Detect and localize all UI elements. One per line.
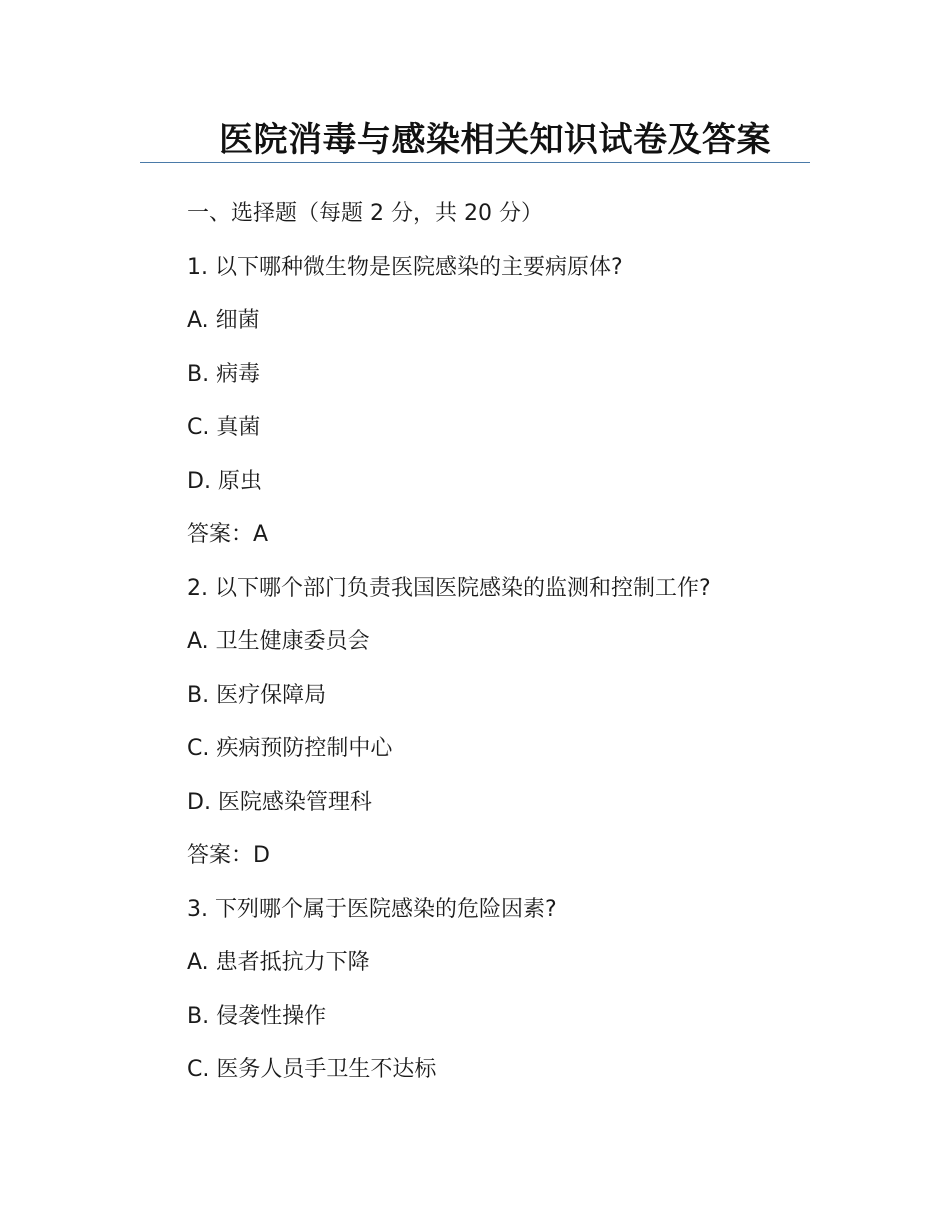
- section-heading: 一、选择题（每题 2 分，共 20 分）: [187, 201, 543, 226]
- answer-2: 答案：D: [187, 843, 270, 868]
- option-2b: B. 医疗保障局: [187, 682, 327, 708]
- option-1b: B. 病毒: [187, 361, 261, 387]
- question-1: 1. 以下哪种微生物是医院感染的主要病原体?: [187, 254, 623, 280]
- document-body: [187, 196, 807, 1106]
- question-2: 2. 以下哪个部门负责我国医院感染的监测和控制工作?: [187, 575, 711, 601]
- option-3b: B. 侵袭性操作: [187, 1003, 327, 1029]
- option-3a: A. 患者抵抗力下降: [187, 950, 370, 975]
- option-2d: D. 医院感染管理科: [187, 789, 372, 815]
- option-2a: A. 卫生健康委员会: [187, 629, 370, 654]
- option-1d: D. 原虫: [187, 468, 262, 494]
- question-3: 3. 下列哪个属于医院感染的危险因素?: [187, 896, 557, 922]
- option-1a: A. 细菌: [187, 308, 260, 333]
- answer-1: 答案：A: [187, 522, 269, 547]
- page-title: 医院消毒与感染相关知识试卷及答案: [219, 120, 771, 160]
- option-3c: C. 医务人员手卫生不达标: [187, 1057, 437, 1082]
- option-1c: C. 真菌: [187, 415, 261, 440]
- title-divider: [140, 162, 810, 163]
- option-2c: C. 疾病预防控制中心: [187, 736, 393, 761]
